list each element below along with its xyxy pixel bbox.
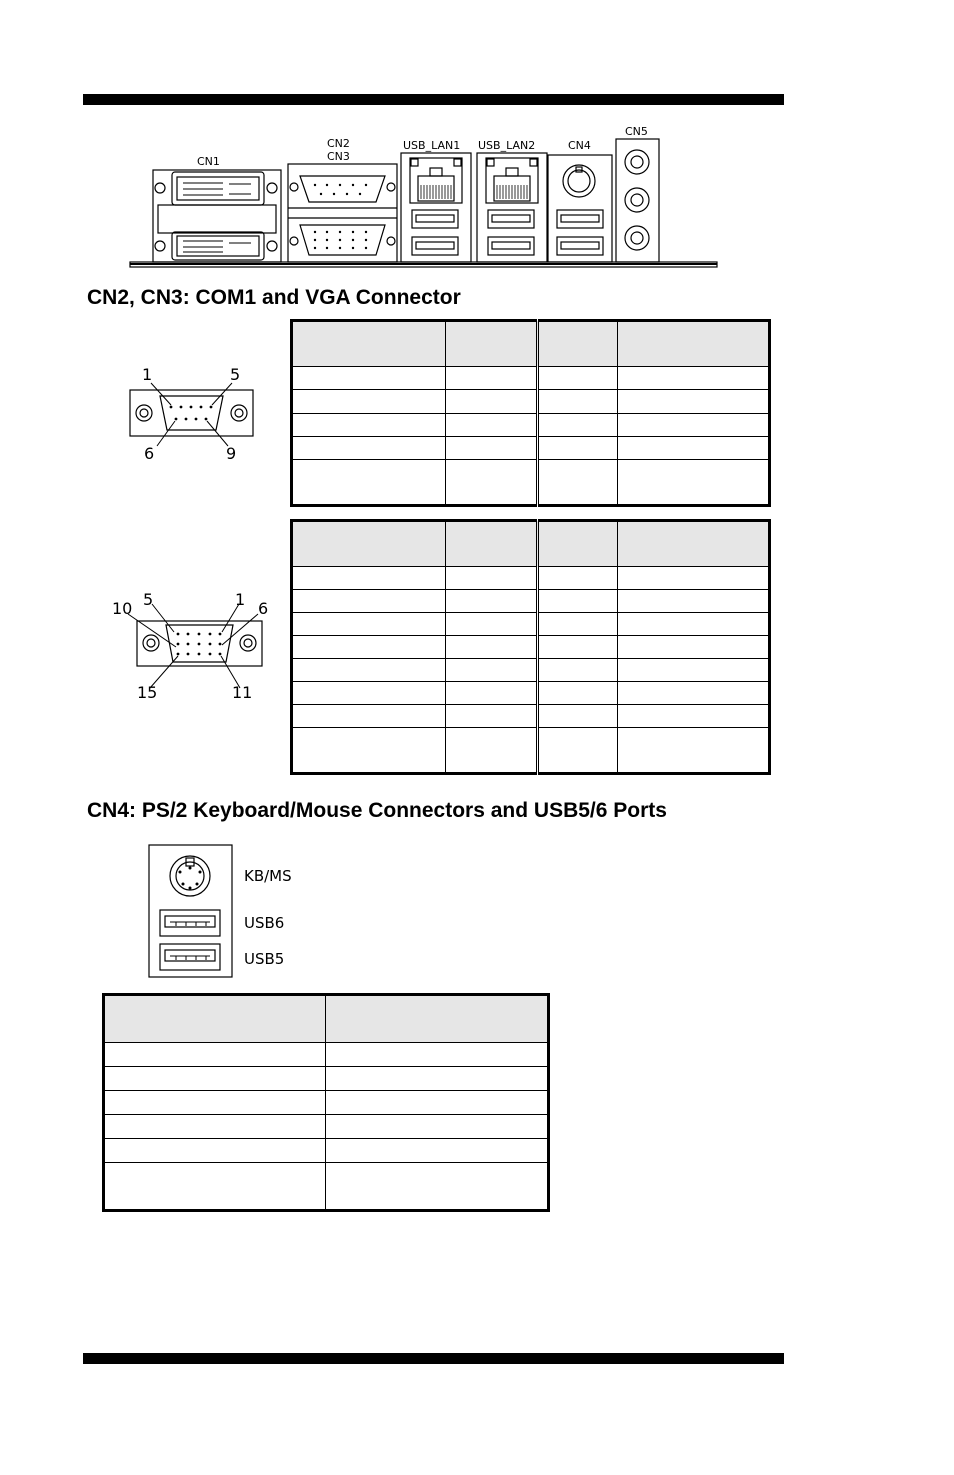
cn5-label: CN5 [625,125,648,138]
com-pin-1: 1 [142,365,153,384]
cn2-label: CN2 [327,137,350,150]
table-row [104,1091,549,1115]
vga-pin-1: 1 [235,590,246,609]
com-pin-9: 9 [226,444,237,463]
com-pin-5: 5 [230,365,241,384]
vga-pin-15: 15 [137,683,158,702]
usb-lan2-label: USB_LAN2 [478,139,536,152]
vga-pin-10: 10 [112,599,133,618]
com-pin-6: 6 [144,444,155,463]
cn4-label: CN4 [568,139,591,152]
table-row [104,1043,549,1067]
usb6-label: USB6 [244,914,285,932]
table-header-row [104,995,549,1043]
vga-pin-5: 5 [143,590,154,609]
com-vga-heading: CN2, CN3: COM1 and VGA Connector [87,286,461,309]
table-row [104,1115,549,1139]
kbms-label: KB/MS [244,867,292,885]
usb-lan1-label: USB_LAN1 [403,139,461,152]
bottom-rule [83,1353,784,1364]
cn3-label: CN3 [327,150,350,163]
ps2-usb-pin-table [102,993,550,1212]
table-row [104,1067,549,1091]
vga-pin-11: 11 [232,683,253,702]
ps2-usb-heading: CN4: PS/2 Keyboard/Mouse Connectors and USB5/6 Ports [87,799,667,822]
table-row [104,1163,549,1211]
vga-pin-6: 6 [258,599,269,618]
usb5-label: USB5 [244,950,285,968]
cn1-label: CN1 [197,155,220,168]
table-row [104,1139,549,1163]
